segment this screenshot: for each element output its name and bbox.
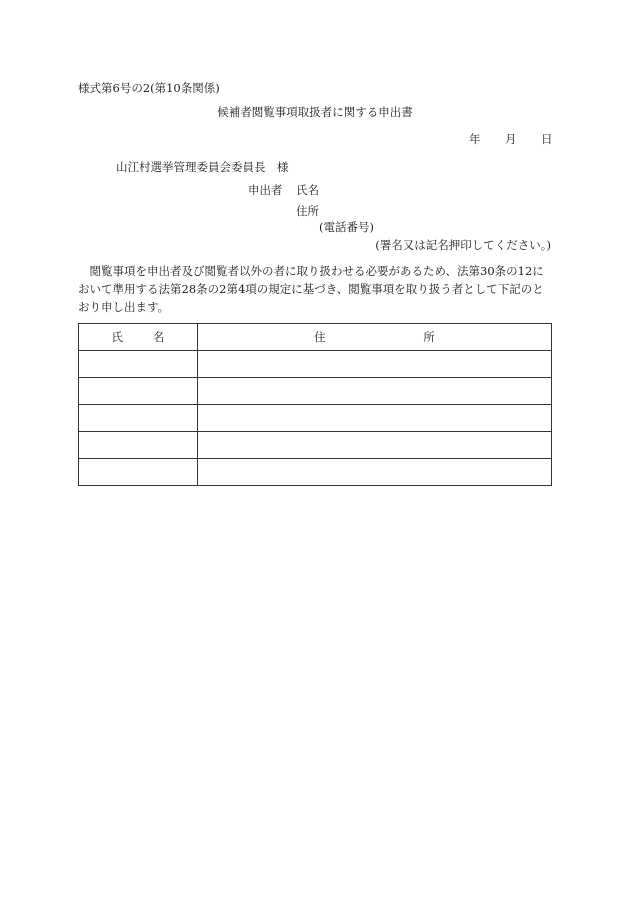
form-number: 様式第6号の2(第10条関係) xyxy=(78,81,220,95)
document-title: 候補者閲覧事項取扱者に関する申出書 xyxy=(217,105,413,119)
addressee: 山江村選挙管理委員会委員長 様 xyxy=(116,160,289,174)
name-cell[interactable] xyxy=(79,405,198,432)
address-cell[interactable] xyxy=(198,459,552,486)
address-cell[interactable] xyxy=(198,405,552,432)
address-cell[interactable] xyxy=(198,432,552,459)
handler-table xyxy=(78,323,552,486)
table-row xyxy=(79,405,552,432)
name-cell[interactable] xyxy=(79,432,198,459)
address-cell[interactable] xyxy=(198,378,552,405)
body-paragraph: 閲覧事項を申出者及び閲覧者以外の者に取り扱わせる必要があるため、法第30条の12において準用する法第28条の2第4項の規定に基づき、閲覧事項を取り扱う者として下記のとおり申し出ます。 xyxy=(78,264,544,314)
name-cell[interactable] xyxy=(79,351,198,378)
header-name xyxy=(79,324,198,351)
date-month: 月 xyxy=(505,132,517,146)
header-address xyxy=(198,324,552,351)
date-year: 年 xyxy=(469,132,481,146)
applicant-phone-label: (電話番号) xyxy=(319,220,374,234)
table-row xyxy=(79,459,552,486)
table-row xyxy=(79,351,552,378)
table-body xyxy=(79,351,552,486)
applicant-label: 申出者 xyxy=(248,183,283,197)
name-cell[interactable] xyxy=(79,378,198,405)
date-day: 日 xyxy=(541,132,553,146)
applicant-address-label: 住所 xyxy=(296,204,319,218)
table-header-row xyxy=(79,324,552,351)
seal-note: (署名又は記名押印してください。) xyxy=(375,238,551,252)
address-cell[interactable] xyxy=(198,351,552,378)
applicant-name-label: 氏名 xyxy=(296,183,319,197)
table-row xyxy=(79,378,552,405)
header-address-label: 住所 xyxy=(314,330,533,344)
name-cell[interactable] xyxy=(79,459,198,486)
header-name-label: 氏名 xyxy=(111,330,195,344)
table-row xyxy=(79,432,552,459)
